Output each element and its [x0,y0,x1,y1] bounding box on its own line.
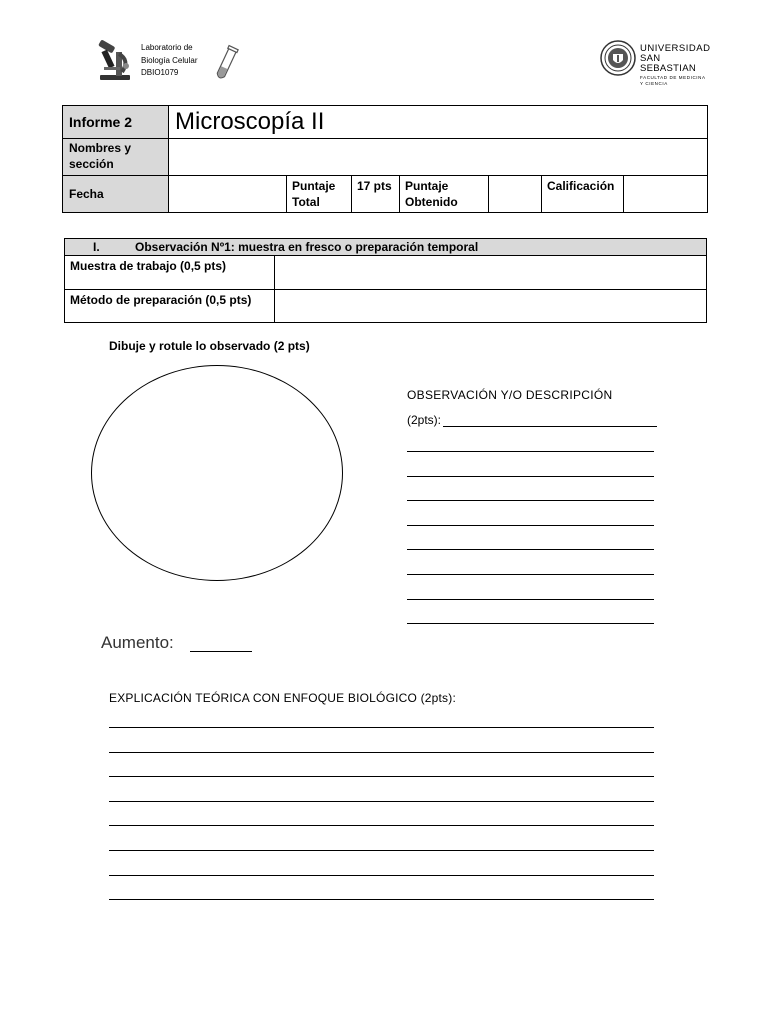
informe-label: Informe 2 [63,106,169,139]
drawing-instruction: Dibuje y rotule lo observado (2 pts) [109,339,310,353]
aumento-label: Aumento: [101,633,174,652]
blank-line[interactable] [109,727,654,728]
muestra-field[interactable] [275,256,707,290]
university-name [640,43,710,87]
blank-line[interactable] [407,525,654,526]
blank-line[interactable] [109,825,654,826]
puntaje-total-value: 17 pts [352,176,400,213]
nombres-field[interactable] [169,139,708,176]
calificacion-field[interactable] [624,176,708,213]
muestra-label: Muestra de trabajo (0,5 pts) [65,256,275,290]
blank-line[interactable] [407,599,654,600]
metodo-field[interactable] [275,290,707,323]
university-line1: UNIVERSIDAD [640,43,711,54]
section-number: I. [93,240,100,254]
course-code: DBIO1079 [141,68,179,77]
university-seal-icon [600,40,636,76]
lab-name-line2: Biología Celular [141,55,198,65]
university-faculty: FACULTAD DE MEDICINA Y CIENCIA [640,75,706,86]
blank-line[interactable] [109,776,654,777]
blank-line[interactable] [109,899,654,900]
blank-line[interactable] [407,574,654,575]
test-tube-icon [212,44,240,84]
blank-line[interactable] [109,850,654,851]
section-title: Observación Nº1: muestra en fresco o preparación temporal [135,240,479,254]
blank-line[interactable] [109,875,654,876]
report-title: Microscopía II [169,106,708,139]
blank-line[interactable] [109,801,654,802]
blank-line[interactable] [407,549,654,550]
puntaje-obtenido-field[interactable] [489,176,542,213]
drawing-circle[interactable] [91,365,343,581]
section-heading [65,239,707,256]
puntaje-total-label: Puntaje Total [287,176,352,213]
puntaje-obtenido-label: Puntaje Obtenido [400,176,489,213]
explanation-title: EXPLICACIÓN TEÓRICA CON ENFOQUE BIOLÓGICO (2pts): [109,691,456,705]
observation-title: OBSERVACIÓN Y/O DESCRIPCIÓN [407,388,613,402]
observation-1-table [64,238,707,323]
blank-line[interactable] [407,623,654,624]
blank-line[interactable] [407,451,654,452]
observation-first-line[interactable] [443,426,657,427]
university-line2: SAN SEBASTIAN [640,53,697,74]
lab-name-line1: Laboratorio de [141,43,193,52]
aumento-blank[interactable] [190,651,252,652]
blank-line[interactable] [407,500,654,501]
fecha-label: Fecha [63,176,169,213]
observation-points: (2pts): [407,413,442,427]
lab-info [141,42,197,80]
metodo-label: Método de preparación (0,5 pts) [65,290,275,323]
fecha-field[interactable] [169,176,287,213]
blank-line[interactable] [109,752,654,753]
nombres-label: Nombres y sección [63,139,169,176]
report-info-table [62,105,708,213]
microscope-icon [96,40,134,82]
calificacion-label: Calificación [542,176,624,213]
blank-line[interactable] [407,476,654,477]
